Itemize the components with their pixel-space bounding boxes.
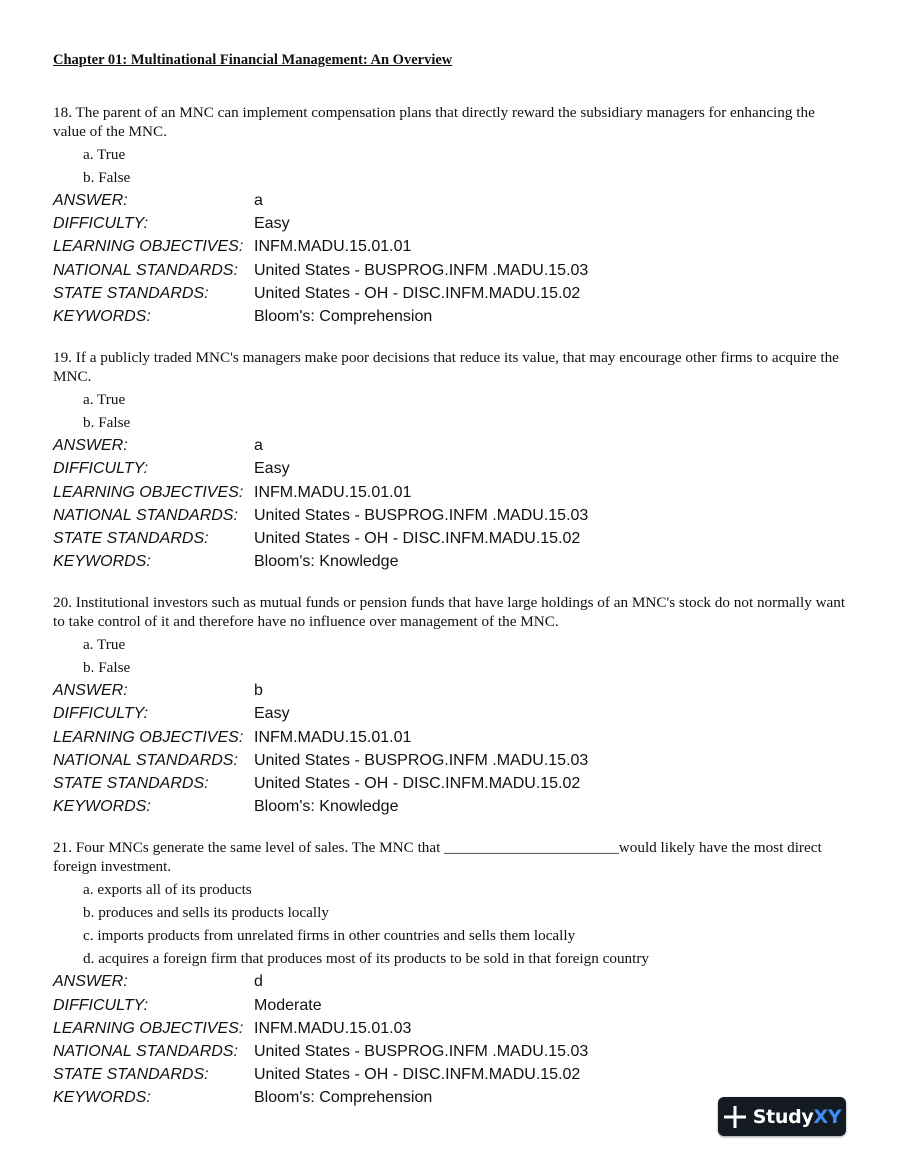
meta-value: a [254,437,263,455]
meta-label: STATE STANDARDS: [53,529,209,547]
meta-value: INFM.MADU.15.01.03 [254,1019,412,1037]
question-text: 21. Four MNCs generate the same level of sales. The MNC that _______________________would likely have the most direct foreign investment. [53,839,822,876]
meta-row-answer [53,189,853,212]
meta-row-difficulty [53,994,853,1017]
meta-label: DIFFICULTY: [53,460,149,478]
meta-row-state-standards [53,772,853,795]
meta-row-difficulty [53,212,853,235]
question-metadata [53,679,853,818]
meta-label: DIFFICULTY: [53,996,149,1014]
meta-row-learning-objectives [53,235,853,258]
answer-option: c. imports products from unrelated firms in other countries and sells them locally [83,927,576,945]
meta-row-learning-objectives [53,726,853,749]
meta-value: Bloom's: Knowledge [254,798,399,816]
meta-label: STATE STANDARDS: [53,775,209,792]
meta-row-state-standards [53,527,853,550]
answer-options [83,388,853,434]
question-metadata [53,434,853,573]
meta-value: INFM.MADU.15.01.01 [254,483,412,501]
answer-option: b. False [83,659,131,677]
document-page [53,52,853,1110]
meta-label: KEYWORDS: [53,798,151,816]
meta-label: ANSWER: [53,437,128,455]
meta-label: ANSWER: [53,682,128,700]
meta-value: United States - BUSPROG.INFM .MADU.15.03 [254,1042,589,1060]
meta-label: NATIONAL STANDARDS: [53,261,238,279]
meta-label: NATIONAL STANDARDS: [53,751,238,769]
meta-value: United States - OH - DISC.INFM.MADU.15.02 [254,775,581,792]
answer-options [83,143,853,189]
meta-value: United States - OH - DISC.INFM.MADU.15.02 [254,1066,581,1084]
meta-value: INFM.MADU.15.01.01 [254,238,412,256]
chapter-title: Chapter 01: Multinational Financial Management: An Overview [53,52,453,68]
meta-row-national-standards [53,504,853,527]
question-text: 19. If a publicly traded MNC's managers make poor decisions that reduce its value, that may encourage other firms to acquire the MNC. [53,349,839,386]
meta-label: DIFFICULTY: [53,705,149,723]
meta-row-keywords [53,795,853,818]
meta-row-national-standards [53,749,853,772]
question-metadata [53,970,853,1109]
question-list [53,103,853,1110]
meta-value: United States - BUSPROG.INFM .MADU.15.03 [254,261,589,279]
answer-option: a. exports all of its products [83,881,252,899]
meta-label: LEARNING OBJECTIVES: [53,238,244,256]
meta-value: Easy [254,460,290,478]
meta-value: b [254,682,263,700]
answer-option: a. True [83,391,126,409]
answer-option: a. True [83,146,126,163]
answer-option: b. produces and sells its products locally [83,904,329,922]
answer-option: d. acquires a foreign firm that produces most of its products to be sold in that foreign country [83,950,650,968]
meta-label: KEYWORDS: [53,1089,151,1107]
meta-label: KEYWORDS: [53,307,151,325]
meta-value: Bloom's: Comprehension [254,1089,433,1107]
answer-options [83,878,853,970]
meta-row-national-standards [53,1040,853,1063]
meta-value: Moderate [254,996,322,1014]
answer-option: b. False [83,414,131,432]
meta-label: KEYWORDS: [53,553,151,571]
meta-label: ANSWER: [53,192,128,209]
meta-row-difficulty [53,457,853,480]
meta-row-difficulty [53,702,853,725]
meta-value: United States - OH - DISC.INFM.MADU.15.02 [254,284,581,302]
brand-name-accent: XY [813,1105,842,1128]
meta-row-answer [53,679,853,702]
meta-value: d [254,973,263,991]
meta-row-learning-objectives [53,1017,853,1040]
meta-label: STATE STANDARDS: [53,284,209,302]
meta-label: NATIONAL STANDARDS: [53,1042,238,1060]
brand-name-main: Study [752,1105,814,1128]
question-text: 18. The parent of an MNC can implement compensation plans that directly reward the subsidiary managers for enhancing the value of the MNC. [53,104,815,140]
meta-value: United States - OH - DISC.INFM.MADU.15.02 [254,529,581,547]
meta-label: STATE STANDARDS: [53,1066,209,1084]
studyxy-badge[interactable] [718,1097,846,1136]
meta-value: Easy [254,215,290,233]
question-metadata [53,189,853,328]
meta-label: DIFFICULTY: [53,215,149,233]
meta-row-answer [53,970,853,993]
meta-label: LEARNING OBJECTIVES: [53,728,244,746]
meta-row-state-standards [53,1063,853,1086]
meta-value: Easy [254,705,290,723]
meta-label: NATIONAL STANDARDS: [53,506,238,524]
answer-options [83,633,853,679]
meta-value: Bloom's: Comprehension [254,307,433,325]
plus-icon [723,1105,747,1129]
meta-value: a [254,192,263,209]
brand-name [753,1106,842,1128]
meta-label: LEARNING OBJECTIVES: [53,483,244,501]
meta-value: United States - BUSPROG.INFM .MADU.15.03 [254,506,589,524]
meta-row-national-standards [53,259,853,282]
meta-row-keywords [53,550,853,573]
question-block [53,348,853,573]
meta-value: Bloom's: Knowledge [254,553,399,571]
question-block [53,838,853,1109]
meta-row-answer [53,434,853,457]
meta-row-learning-objectives [53,481,853,504]
meta-row-state-standards [53,282,853,305]
question-block [53,593,853,818]
meta-label: LEARNING OBJECTIVES: [53,1019,244,1037]
answer-option: a. True [83,636,126,654]
meta-row-keywords [53,305,853,328]
meta-value: INFM.MADU.15.01.01 [254,728,412,746]
question-block [53,103,853,328]
answer-option: b. False [83,169,131,186]
question-text: 20. Institutional investors such as mutual funds or pension funds that have large holdings of an MNC's stock do not normally want to take control of it and therefore have no influence over management of the MNC. [53,594,846,631]
meta-value: United States - BUSPROG.INFM .MADU.15.03 [254,751,589,769]
meta-label: ANSWER: [53,973,128,991]
